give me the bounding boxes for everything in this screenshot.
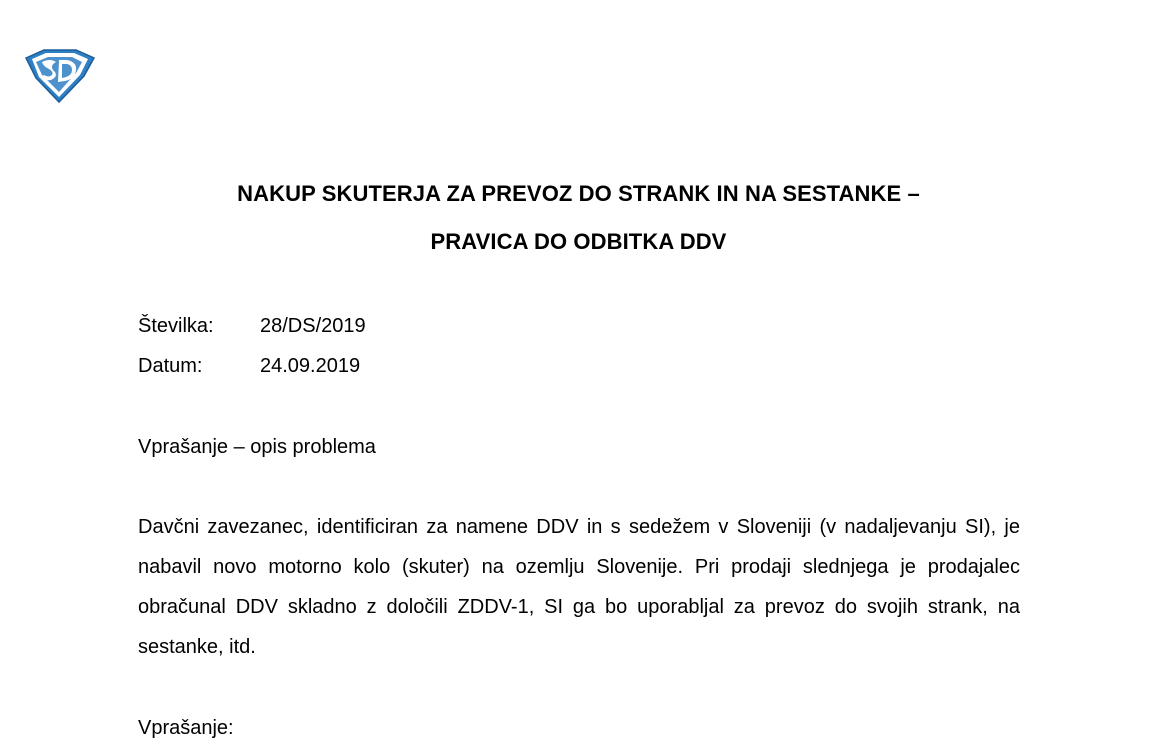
problem-description-paragraph: Davčni zavezanec, identificiran za namene DDV in s sedežem v Sloveniji (v nadaljevanju SI), je nabavil novo motorno kolo (skuter) na ozemlju Slovenije. Pri prodaji slednjega je prodajalec obračunal DDV skladno z določili ZDDV-1, SI ga bo uporabljal za prevoz do svojih strank, na sestanke, itd. [138,516,1020,658]
document-number-label: Številka: [138,315,214,337]
document-date-value: 24.09.2019 [260,355,361,377]
section-heading-question: Vprašanje: [138,717,234,739]
company-logo [22,48,96,104]
document-number-value: 28/DS/2019 [260,315,366,337]
document-date-row [138,354,360,378]
section-heading-problem-description: Vprašanje – opis problema [138,436,376,458]
document-title-line-2: PRAVICA DO ODBITKA DDV [430,229,727,254]
document-title-line-1: NAKUP SKUTERJA ZA PREVOZ DO STRANK IN NA SESTANKE – [237,181,920,206]
document-date-label: Datum: [138,355,203,377]
shield-logo-icon [22,48,96,104]
document-number-row [138,314,366,338]
